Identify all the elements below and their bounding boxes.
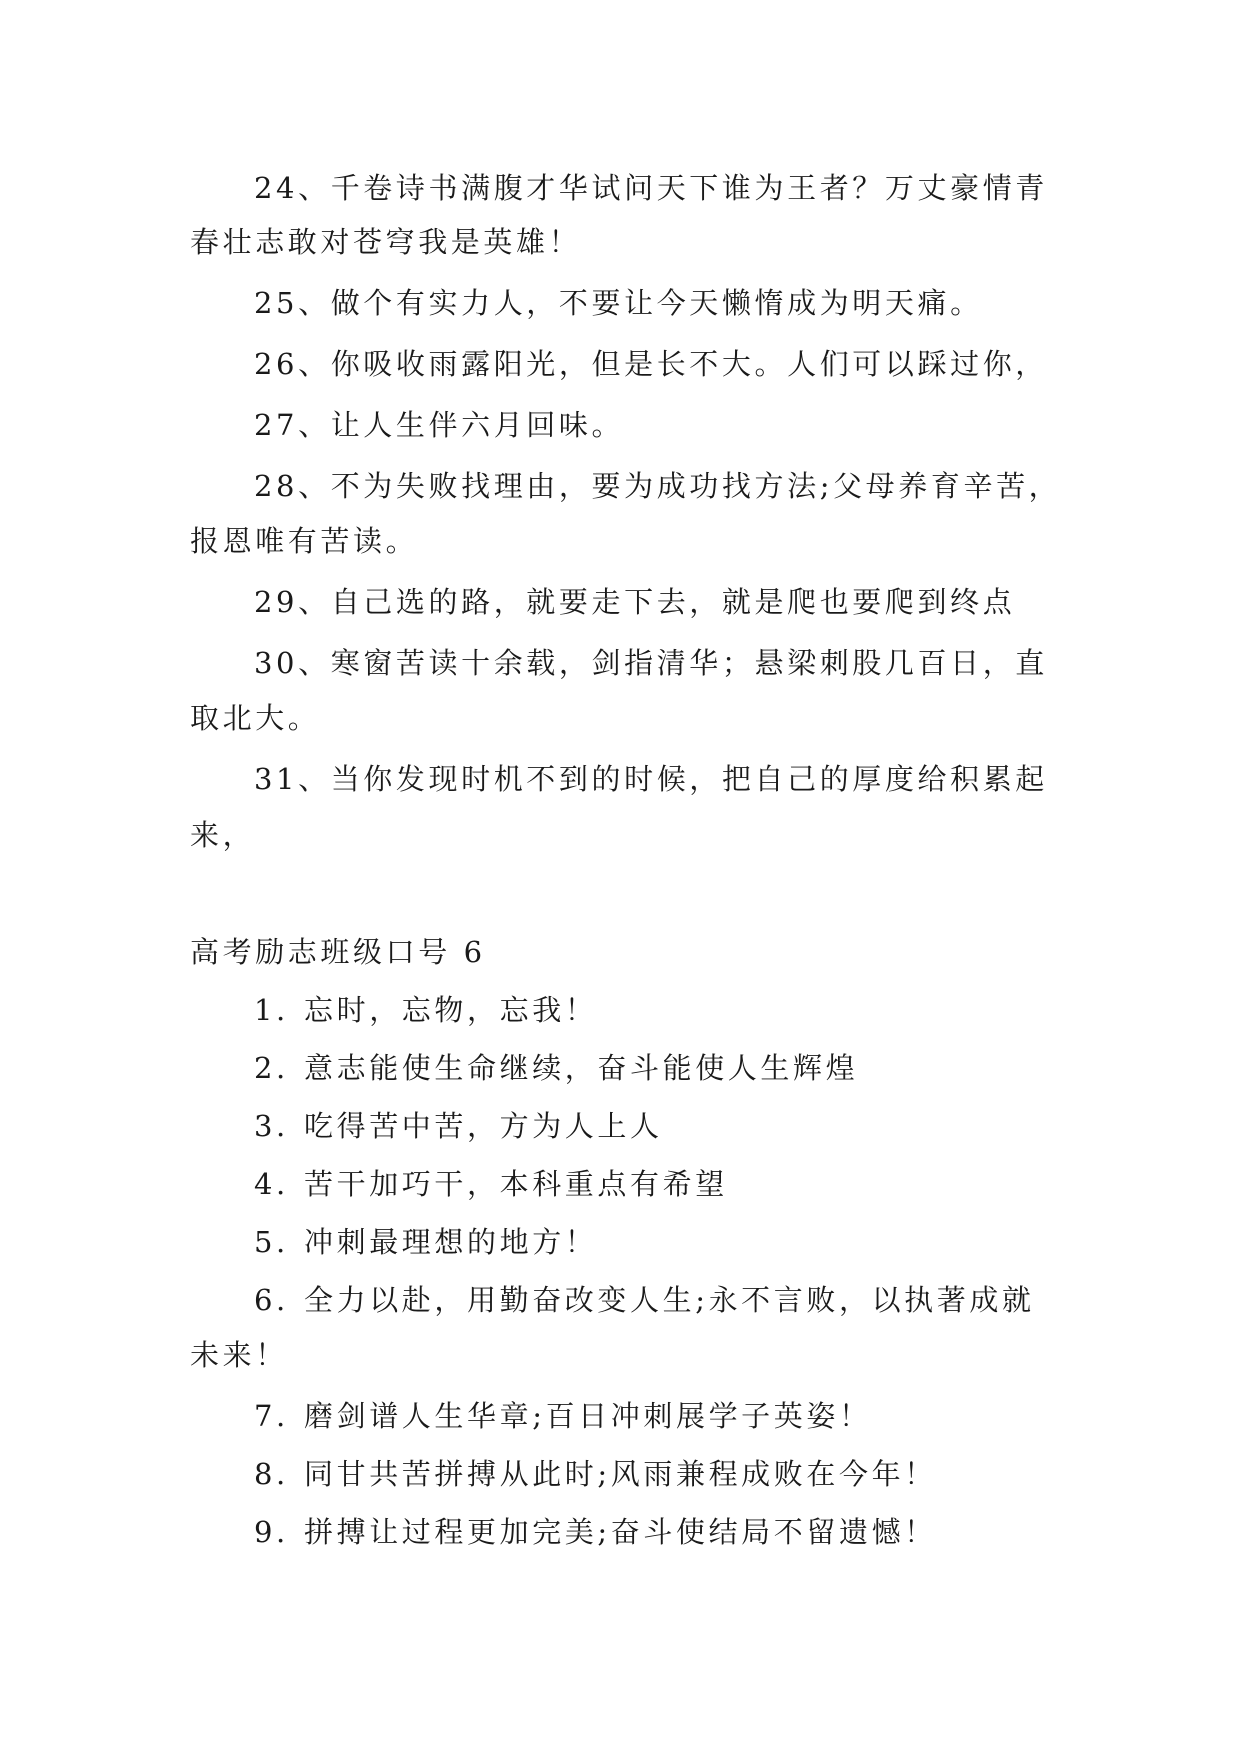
list-item-number: 4. <box>254 1167 289 1201</box>
list-item-8 <box>254 1454 937 1494</box>
quote-31-line-1: 31、当你发现时机不到的时候，把自己的厚度给积累起 <box>254 762 1048 796</box>
list-item-number: 8. <box>254 1457 289 1491</box>
list-item-2 <box>254 1048 858 1088</box>
quote-24-line-2: 春壮志敢对苍穹我是英雄！ <box>190 225 582 259</box>
list-item-3 <box>254 1106 663 1146</box>
list-item-text: 吃得苦中苦，方为人上人 <box>304 1109 663 1143</box>
list-item-text: 磨剑谱人生华章;百日冲刺展学子英姿！ <box>304 1399 872 1433</box>
list-item-text: 意志能使生命继续，奋斗能使人生辉煌 <box>304 1051 859 1085</box>
quote-30-line-2: 取北大。 <box>190 701 321 735</box>
quote-28-line-1: 28、不为失败找理由，要为成功找方法;父母养育辛苦， <box>254 469 1062 503</box>
list-item-number: 1. <box>254 993 289 1027</box>
quote-27-line-1: 27、让人生伴六月回味。 <box>254 408 625 442</box>
list-item-text: 拼搏让过程更加完美;奋斗使结局不留遗憾！ <box>304 1515 937 1549</box>
list-item-number: 9. <box>254 1515 289 1549</box>
list-item-6 <box>254 1280 1035 1320</box>
quote-30-line-1: 30、寒窗苦读十余载，剑指清华；悬梁刺股几百日，直 <box>254 646 1048 680</box>
quote-26-line-1: 26、你吸收雨露阳光，但是长不大。人们可以踩过你， <box>254 347 1048 381</box>
list-item-text: 忘时，忘物，忘我！ <box>304 993 598 1027</box>
quote-28-line-2: 报恩唯有苦读。 <box>190 524 419 558</box>
list-item-text: 冲刺最理想的地方！ <box>304 1225 598 1259</box>
list-item-number: 7. <box>254 1399 289 1433</box>
list-item-text: 苦干加巧干，本科重点有希望 <box>304 1167 728 1201</box>
list-item-9 <box>254 1512 937 1552</box>
quote-24-line-1: 24、千卷诗书满腹才华试问天下谁为王者？万丈豪情青 <box>254 171 1048 205</box>
list-item-6-line-2: 未来！ <box>190 1338 288 1372</box>
list-item-4 <box>254 1164 728 1204</box>
list-item-number: 6. <box>254 1283 289 1317</box>
list-item-text: 同甘共苦拼搏从此时;风雨兼程成败在今年！ <box>304 1457 937 1491</box>
quote-31-line-2: 来， <box>190 818 256 852</box>
list-item-number: 2. <box>254 1051 289 1085</box>
quote-29-line-1: 29、自己选的路，就要走下去，就是爬也要爬到终点 <box>254 585 1016 619</box>
list-item-1 <box>254 990 597 1030</box>
list-item-text: 全力以赴，用勤奋改变人生;永不言败，以执著成就 <box>304 1283 1035 1317</box>
section-heading: 高考励志班级口号 6 <box>190 935 486 969</box>
list-item-number: 5. <box>254 1225 289 1259</box>
list-item-5 <box>254 1222 597 1262</box>
list-item-7 <box>254 1396 872 1436</box>
list-item-number: 3. <box>254 1109 289 1143</box>
quote-25-line-1: 25、做个有实力人，不要让今天懒惰成为明天痛。 <box>254 286 983 320</box>
